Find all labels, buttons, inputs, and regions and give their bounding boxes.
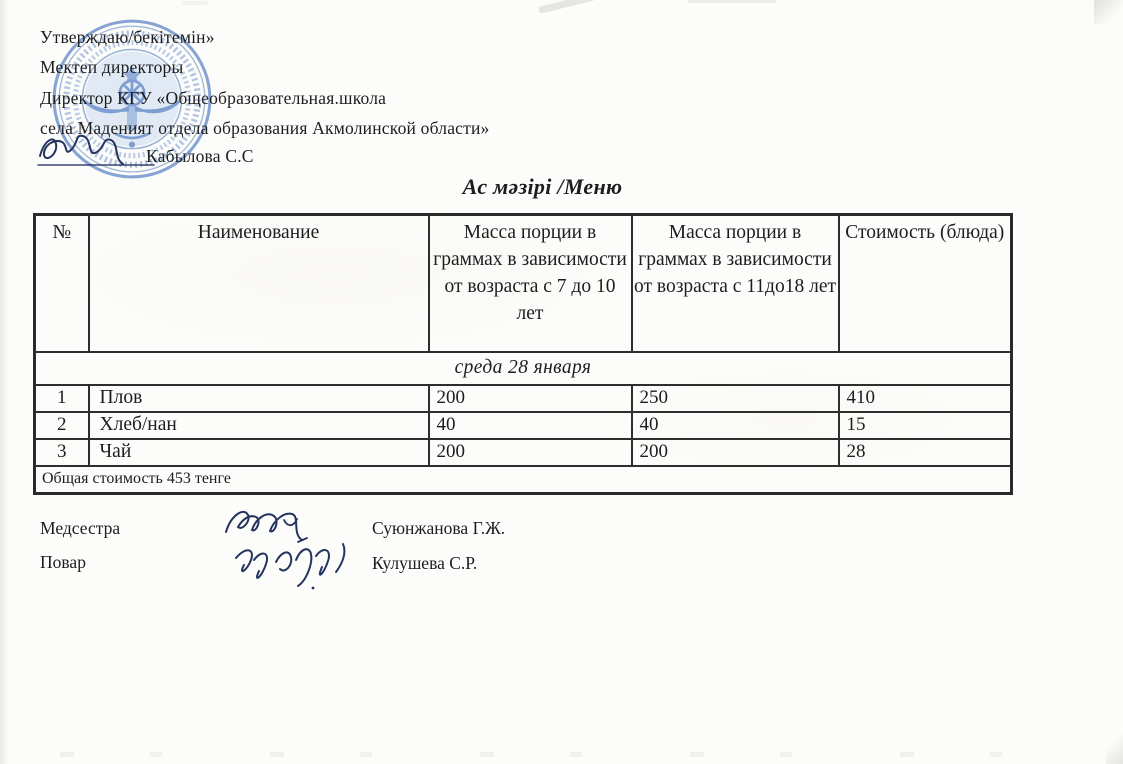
scan-smudge [1106, 733, 1123, 764]
mass-11-18: 200 [632, 439, 839, 466]
mass-7-10: 200 [429, 439, 632, 466]
nurse-label: Медсестра [40, 518, 121, 538]
scan-noise-strip [60, 752, 1040, 757]
cook-signature [228, 536, 354, 594]
scan-smudge [1094, 0, 1123, 24]
row-number: 3 [35, 439, 89, 466]
col-header-mass-7-10: Масса порции в граммах в зависимости от возраста с 7 до 10 лет [429, 215, 632, 352]
table-row [35, 412, 1012, 439]
date-row [35, 352, 1012, 385]
table-row [35, 439, 1012, 466]
dish-name: Чай [89, 439, 429, 466]
cook-label: Повар [40, 552, 86, 572]
scan-smudge [688, 0, 776, 3]
scan-smudge [538, 0, 596, 14]
row-number: 1 [35, 385, 89, 412]
approval-line-3: Директор КГУ «Общеобразовательная.школа [40, 88, 387, 108]
col-header-number: № [35, 215, 89, 352]
scan-smudge [182, 1, 208, 5]
page-title: Ас мәзірі /Меню [462, 174, 623, 199]
dish-cost: 28 [839, 439, 1012, 466]
table-header-row [35, 215, 1012, 352]
dish-name: Плов [89, 385, 429, 412]
mass-7-10: 40 [429, 412, 632, 439]
mass-11-18: 250 [632, 385, 839, 412]
total-cost-cell: Общая стоимость 453 тенге [35, 466, 1012, 494]
scan-edge-shadow [0, 0, 9, 764]
table-row [35, 385, 1012, 412]
dish-name: Хлеб/нан [89, 412, 429, 439]
mass-11-18: 40 [632, 412, 839, 439]
col-header-name: Наименование [89, 215, 429, 352]
dish-cost: 15 [839, 412, 1012, 439]
dish-cost: 410 [839, 385, 1012, 412]
approval-line-1: Утверждаю/бекітемін» [40, 27, 215, 47]
col-header-cost: Стоимость (блюда) [839, 215, 1012, 352]
approval-line-4: села Маденият отдела образования Акмолинской области» [40, 118, 490, 138]
date-cell: среда 28 января [35, 352, 1012, 385]
cook-name: Кулушева С.Р. [372, 553, 478, 573]
approval-line-2: Мектеп директоры [40, 57, 184, 77]
director-signature [34, 128, 174, 172]
total-row [35, 466, 1012, 494]
row-number: 2 [35, 412, 89, 439]
menu-table [33, 213, 1013, 495]
nurse-name: Суюнжанова Г.Ж. [372, 518, 506, 538]
col-header-mass-11-18: Масса порции в граммах в зависимости от возраста с 11до18 лет [632, 215, 839, 352]
approver-name: Кабылова С.С [146, 146, 254, 166]
mass-7-10: 200 [429, 385, 632, 412]
